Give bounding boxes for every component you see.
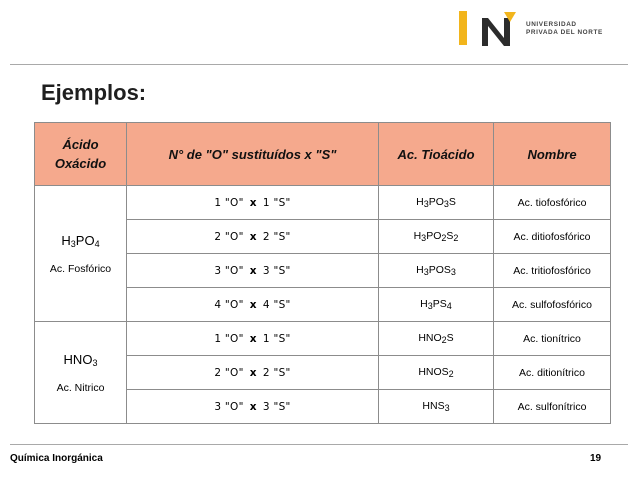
substitution-o: 2 "O": [214, 230, 244, 243]
substitution-o: 4 "O": [214, 298, 244, 311]
substitution-x: x: [249, 400, 257, 413]
thioacid-formula: $HNO_2S$: [379, 322, 494, 356]
formula-subscript: 2: [441, 335, 447, 345]
thioacid-name: Ac. tritiofosfórico: [494, 254, 611, 288]
formula-subscript: 3: [423, 199, 429, 209]
substitution-cell: [127, 220, 379, 254]
formula-subscript: 3: [427, 301, 433, 311]
substitution-s: 4 "S": [262, 298, 291, 311]
university-name-line2: PRIVADA DEL NORTE: [526, 28, 603, 36]
university-logo-icon: [478, 10, 522, 48]
acid-formula: $H_3PO_4$: [61, 232, 100, 249]
header-sustituidos: N° de "O" sustituídos x "S": [127, 123, 379, 186]
formula-subscript: 3: [421, 233, 427, 243]
substitution-x: x: [249, 230, 257, 243]
acid-cell: [35, 322, 127, 424]
substitution-s: 2 "S": [262, 230, 291, 243]
header-nombre: Nombre: [494, 123, 611, 186]
thioacid-name: Ac. sulfonítrico: [494, 390, 611, 424]
substitution-s: 2 "S": [262, 366, 291, 379]
thioacid-formula: $H_3PS_4$: [379, 288, 494, 322]
substitution-o: 2 "O": [214, 366, 244, 379]
substitution-s: 3 "S": [262, 400, 291, 413]
formula-subscript: 2: [453, 233, 459, 243]
thioacid-formula: $H_3POS_3$: [379, 254, 494, 288]
substitution-cell: [127, 322, 379, 356]
substitution-x: x: [249, 298, 257, 311]
header-acido-oxacido: [35, 123, 127, 186]
substitution-x: x: [249, 196, 257, 209]
header-acido-oxacido-label: Ácido Oxácido: [54, 137, 107, 171]
substitution-o: 1 "O": [214, 332, 244, 345]
substitution-s: 3 "S": [262, 264, 291, 277]
substitution-o: 3 "O": [214, 400, 244, 413]
formula-subscript: 2: [448, 369, 454, 379]
substitution-cell: [127, 186, 379, 220]
substitution-cell: [127, 254, 379, 288]
thioacid-formula: $HNS_3$: [379, 390, 494, 424]
acid-name: Ac. Nitrico: [56, 381, 105, 394]
acid-formula-subscript: 4: [94, 238, 100, 249]
substitution-o: 1 "O": [214, 196, 244, 209]
table-row: [35, 322, 611, 356]
substitution-cell: [127, 356, 379, 390]
substitution-s: 1 "S": [262, 332, 291, 345]
footer-course-name: Química Inorgánica: [10, 453, 103, 464]
thioacid-table: [34, 122, 611, 424]
slide-title: Ejemplos:: [41, 80, 147, 105]
brand-yellow-bar: [459, 11, 467, 45]
formula-subscript: 3: [450, 267, 456, 277]
formula-subscript: 3: [444, 403, 450, 413]
acid-cell: [35, 186, 127, 322]
substitution-x: x: [249, 264, 257, 277]
formula-subscript: 4: [446, 301, 452, 311]
thioacid-name: Ac. ditionítrico: [494, 356, 611, 390]
table-body: [35, 186, 611, 424]
substitution-s: 1 "S": [262, 196, 291, 209]
substitution-x: x: [249, 366, 257, 379]
thioacid-formula: $H_3PO_3S$: [379, 186, 494, 220]
thioacid-name: Ac. ditiofosfórico: [494, 220, 611, 254]
acid-formula: $HNO_3$: [63, 351, 98, 368]
table-header-row: [35, 123, 611, 186]
acid-name: Ac. Fosfórico: [49, 262, 112, 275]
substitution-o: 3 "O": [214, 264, 244, 277]
thioacid-formula: $HNOS_2$: [379, 356, 494, 390]
university-name: [526, 21, 603, 36]
thioacid-formula: $H_3PO_2S_2$: [379, 220, 494, 254]
thioacid-name: Ac. tionítrico: [494, 322, 611, 356]
table-row: [35, 186, 611, 220]
header-divider: [10, 64, 628, 65]
footer-divider: [10, 444, 628, 445]
formula-subscript: 2: [441, 233, 447, 243]
formula-subscript: 3: [423, 267, 429, 277]
thioacid-name: Ac. tiofosfórico: [494, 186, 611, 220]
university-name-line1: UNIVERSIDAD: [526, 21, 577, 28]
acid-formula-subscript: 3: [92, 357, 98, 368]
header-tioacido: Ac. Tioácido: [379, 123, 494, 186]
substitution-cell: [127, 390, 379, 424]
page-number: 19: [590, 453, 602, 464]
thioacid-name: Ac. sulfofosfórico: [494, 288, 611, 322]
formula-subscript: 3: [443, 199, 449, 209]
acid-formula-subscript: 3: [70, 238, 76, 249]
substitution-cell: [127, 288, 379, 322]
substitution-x: x: [249, 332, 257, 345]
